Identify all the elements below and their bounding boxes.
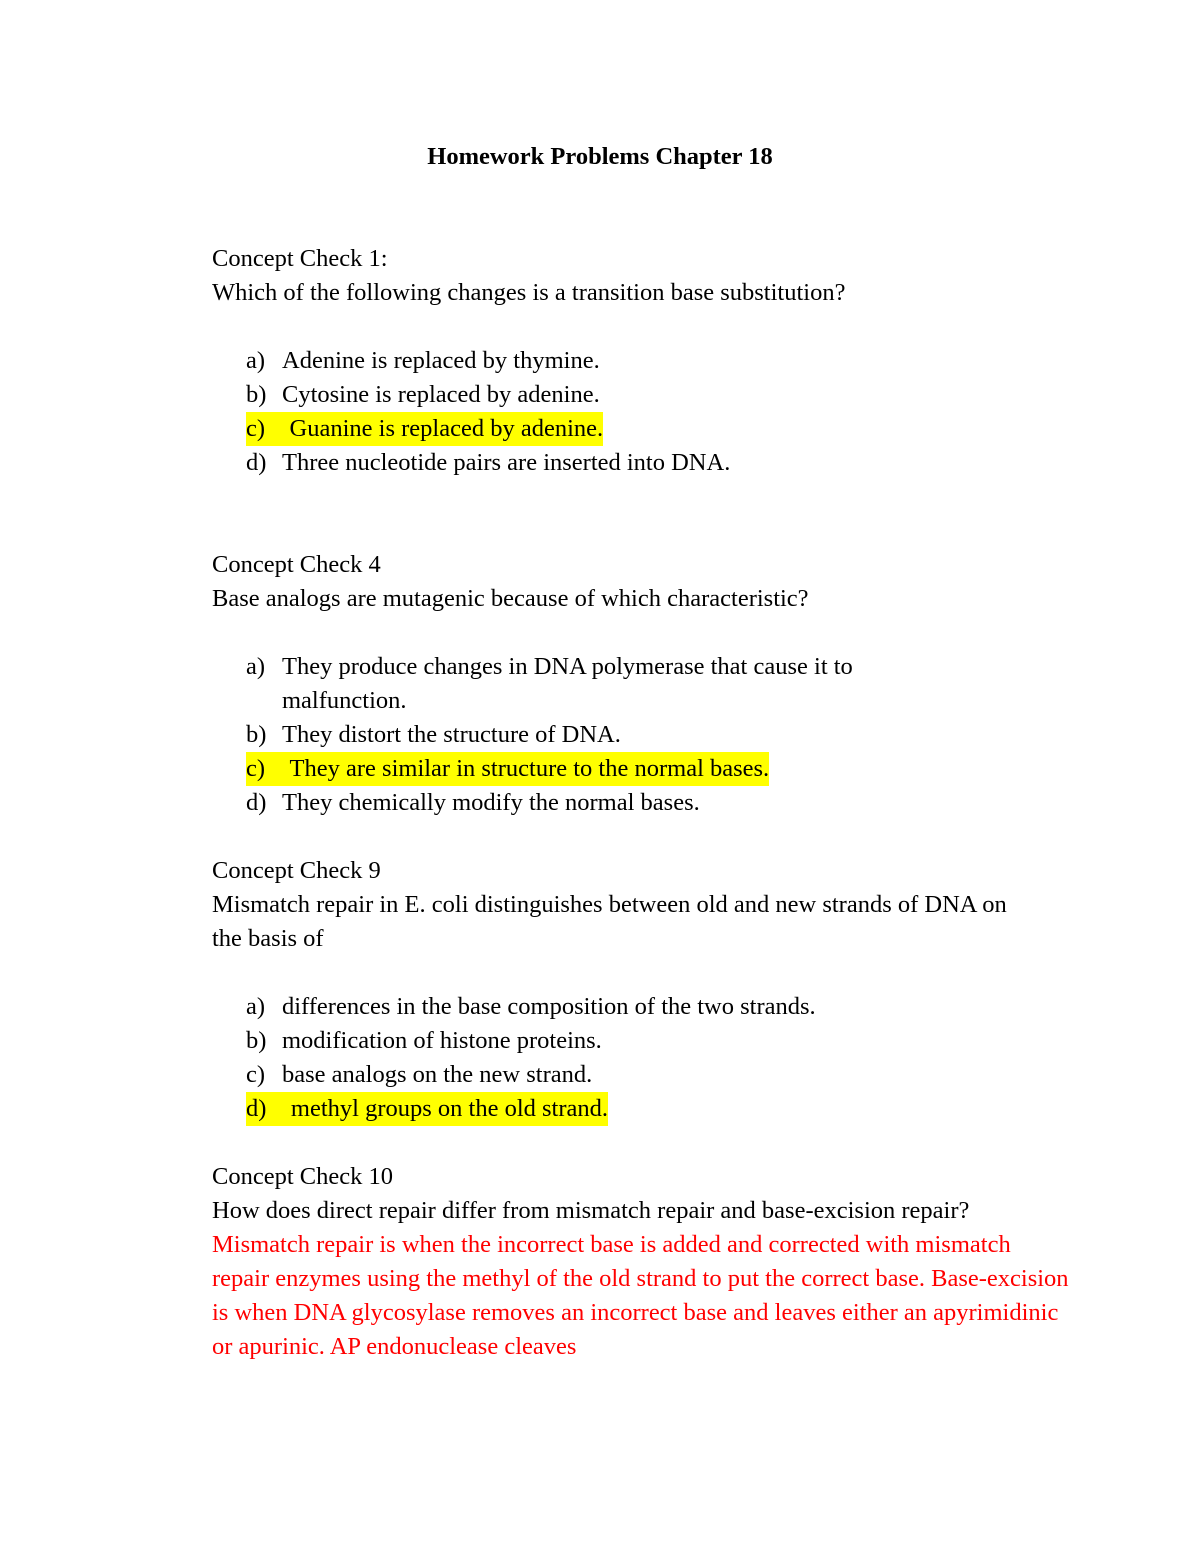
question-heading: Concept Check 10 (212, 1163, 393, 1190)
option-letter: d) (246, 449, 267, 476)
option-b (212, 718, 1072, 752)
option-text: Cytosine is replaced by adenine. (282, 381, 600, 408)
option-letter: c) (246, 755, 266, 782)
answer-options (212, 990, 1072, 1126)
option-d-correct (212, 1092, 1072, 1126)
option-c-correct (212, 412, 1072, 446)
option-text: Guanine is replaced by adenine. (289, 415, 604, 442)
question-prompt: Base analogs are mutagenic because of which characteristic? (212, 585, 809, 612)
option-letter: a) (246, 653, 266, 680)
question-heading: Concept Check 1: (212, 245, 388, 272)
question-concept-check-1 (212, 242, 1072, 480)
option-b (212, 1024, 1072, 1058)
option-a (212, 650, 1072, 718)
option-text: modification of histone proteins. (282, 1027, 602, 1054)
document-page (212, 140, 1072, 1364)
option-letter: b) (246, 1027, 267, 1054)
option-text: They distort the structure of DNA. (282, 721, 621, 748)
option-letter: a) (246, 993, 266, 1020)
answer-text: Mismatch repair is when the incorrect base is added and corrected with mismatch repair enzymes using the methyl of the old strand to put the correct base. Base-excision is when DNA glycosylase removes an incorrect base and leaves either an apyrimidinic or apurinic. AP endonuclease cleaves (212, 1231, 1069, 1360)
option-text: They chemically modify the normal bases. (282, 789, 700, 816)
highlighted-answer (246, 412, 603, 446)
option-b (212, 378, 1072, 412)
option-c (212, 1058, 1072, 1092)
option-letter: d) (246, 1095, 267, 1122)
option-letter: a) (246, 347, 266, 374)
question-heading: Concept Check 9 (212, 857, 381, 884)
option-text: base analogs on the new strand. (282, 1061, 593, 1088)
option-text: They produce changes in DNA polymerase that cause it to malfunction. (282, 653, 853, 714)
question-concept-check-4 (212, 548, 1072, 820)
option-letter: d) (246, 789, 267, 816)
option-text: Adenine is replaced by thymine. (282, 347, 600, 374)
option-text: They are similar in structure to the normal bases. (289, 755, 770, 782)
question-prompt: Which of the following changes is a transition base substitution? (212, 279, 846, 306)
option-a (212, 990, 1072, 1024)
question-prompt: How does direct repair differ from mismatch repair and base-excision repair? (212, 1197, 970, 1224)
option-letter: c) (246, 1061, 266, 1088)
option-letter: c) (246, 415, 266, 442)
option-text: differences in the base composition of the two strands. (282, 993, 816, 1020)
option-d (212, 786, 1072, 820)
highlighted-answer (246, 1092, 608, 1126)
option-a (212, 344, 1072, 378)
option-text: methyl groups on the old strand. (290, 1095, 609, 1122)
question-heading: Concept Check 4 (212, 551, 381, 578)
option-d (212, 446, 1072, 480)
document-title: Homework Problems Chapter 18 (427, 143, 773, 170)
question-prompt-and-answer (212, 1194, 1072, 1364)
answer-options (212, 344, 1072, 480)
question-concept-check-9 (212, 854, 1072, 1126)
answer-options (212, 650, 1072, 820)
option-text: Three nucleotide pairs are inserted into DNA. (282, 449, 731, 476)
option-letter: b) (246, 381, 267, 408)
question-prompt: Mismatch repair in E. coli distinguishes between old and new strands of DNA on the basis of (212, 891, 1007, 952)
question-concept-check-10 (212, 1160, 1072, 1364)
highlighted-answer (246, 752, 769, 786)
option-c-correct (212, 752, 1072, 786)
option-letter: b) (246, 721, 267, 748)
